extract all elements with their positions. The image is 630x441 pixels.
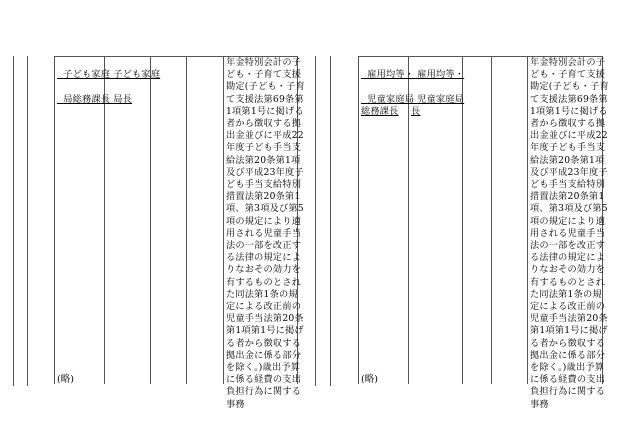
left-department-line1: 子ども家庭 (63, 69, 111, 81)
right-role-line1: 雇用均等・ (417, 69, 465, 81)
right-department-line1: 雇用均等・ (367, 69, 415, 81)
left-role-line2: 局長 (113, 93, 133, 105)
right-column-divider-4 (491, 56, 492, 384)
left-duty-text: 年金特別会計の子 ども・子育て支援 勘定(子ども・子育 て支援法第69条第 1項第1号に掲げる 者から徴収する拠 出金並びに平成22 年度子ども手当支 給法第20条第1項 及び平成23年度子 ども手当支給特別 措置法第20条第1 項、第3項及び第5 項の規定により適 用される児童手当 法の一部を改正す る法律の規定によ りなおその効力を 有するものとされ た同法第1条の規 定による改正前の 児童手当法第20条 第1項第1号に掲げ る者から徴収する 拠出金に係る部分 を除く。)歳出予算 に係る経費の支出 負担行為に関する 事務 (226, 57, 305, 410)
right-omitted-note: (略) (361, 374, 378, 385)
right-column-divider-1 (358, 56, 359, 384)
right-table-outer-line (315, 56, 316, 386)
left-table-outer-line-2 (27, 56, 28, 386)
left-omitted-note: (略) (57, 374, 74, 385)
right-department-line2: 児童家庭局 総務課長 (361, 93, 415, 117)
right-role-title (411, 57, 464, 118)
left-column-divider-1 (54, 56, 55, 384)
left-role-title (107, 57, 160, 106)
left-table-outer-line (13, 56, 14, 386)
left-department-title (57, 57, 110, 106)
right-duty-text: 年金特別会計の子 ども・子育て支援 勘定(子ども・子育 て支援法第69条第 1項第1号に掲げる 者から徴収する拠 出金並びに平成22 年度子ども手当支 給法第20条第1項 及び平成23年度子 ども手当支給特別 措置法第20条第1 項、第3項及び第5 項の規定により適 用される児童手当 法の一部を改正す る法律の規定によ りなおその効力を 有するものとされ た同法第1条の規 定による改正前の 児童手当法第20条 第1項第1号に掲げ る者から徴収する 拠出金に係る部分 を除く。)歳出予算 に係る経費の支出 負担行為に関する 事務 (530, 57, 609, 410)
left-column-divider-4 (186, 56, 187, 384)
right-column-divider-5 (527, 56, 528, 384)
right-role-line2: 児童家庭局 長 (411, 93, 465, 117)
left-column-divider-5 (223, 56, 224, 384)
left-department-line2: 局総務課長 (63, 93, 111, 105)
right-table-outer-line-2 (330, 56, 331, 386)
right-department-title (361, 57, 414, 118)
left-role-line1: 子ども家庭 (113, 69, 161, 81)
